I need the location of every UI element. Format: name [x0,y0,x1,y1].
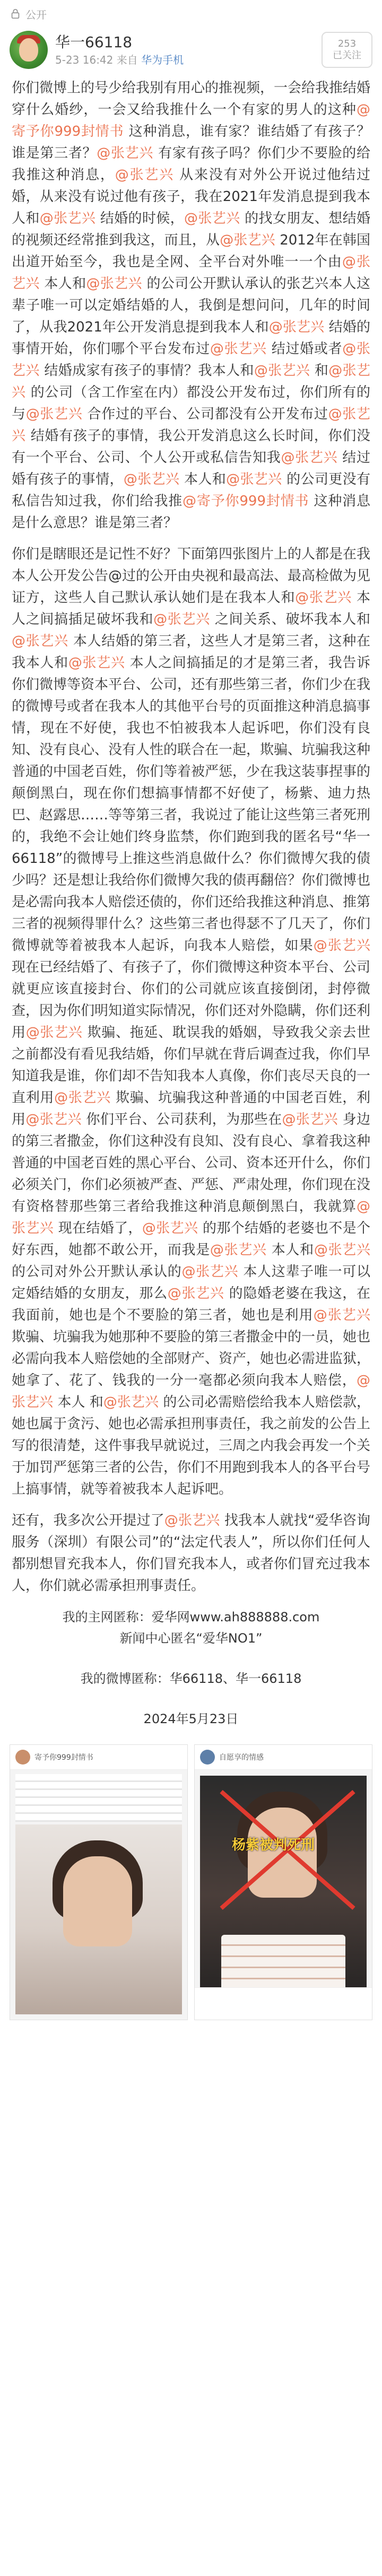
username[interactable]: 华一66118 [55,33,133,51]
mention-link[interactable]: @张艺兴 [314,1242,370,1258]
post-text: 这种消息，谁有家？谁结婚了有孩子？谁是第三者？ [12,124,370,161]
paragraph-3 [12,1510,370,1597]
follow-count: 253 [337,38,357,49]
post-text: 欺骗、拖延、耽误我的婚姻，导致我父亲去世之前都没有看见我结婚，你们早就在背后调查过我，你们早知道我是谁，你们却不告知我本人真像，你们丧尽天良的一直利用 [12,1025,371,1106]
post-text: 这种消息是什么意思？谁是第三者？ [12,493,370,531]
image-2-footer [195,1987,372,2020]
image-grid [0,1744,382,2020]
post-text: 本人之间搞插足的才是第三者，我告诉你们微博等资本平台、公司，还有那些第三者，你们少在我的微博号或者在我本人的其他平台号的页面推这种消息搞事情，现在不好使，我也不怕被我本人起诉吧，你们没有良知、没有良心、没有人性的联合在一起，欺骗、坑骗我这种普通的中国老百姓，你们等着被严惩，少在我这装事捏事的颠倒黑白，现在你们想搞事情都不好使了，杨紫、迪力热巴、赵露思……等等第三者，我说过了能让这些第三者死刑的，我绝不会让她们终身监禁，你们跑到我的匿名号“华一66118”的微博号上推这些消息做什么？你们微博欠我的债少吗？还是想让我给你们微博欠我的债再翻倍？你们微博也是必需向我本人赔偿还债的，你们还给我推这种消息、推第三者的视频得罪什么？这些第三者也得瑟不了几天了，你们微博就等着被我本人起诉，向我本人赔偿，如果 [12,655,371,954]
visibility-bar [0,0,382,28]
post-text: 和 [310,363,329,379]
mention-link[interactable]: @张艺兴 [12,633,68,649]
mention-link[interactable]: @张艺兴 [282,1112,338,1128]
post-text: 的公司（含工作室在内）都没公开发布过，你们所有的与 [12,385,370,422]
post-text: 本人和 [266,1242,314,1258]
post-text: 合作过的平台、公司都没有公开发布过 [82,406,328,422]
image-2-header [195,1745,372,1770]
attached-image-1[interactable] [10,1744,188,2020]
mention-link[interactable]: @张艺兴 [12,1373,370,1410]
post-date: 2024年5月23日 [143,1711,239,1726]
mention-link[interactable]: @张艺兴 [103,1394,159,1410]
mention-link[interactable]: @张艺兴 [12,341,370,379]
post-text: 之间关系、破坏我本人和 [210,612,370,627]
post-text: 的公司公开默认承认的张艺兴本人这辈子唯一可以定婚结婚的人，我倒是想问问，几年的时间了，从我2021年公开发消息提到我本人和 [12,276,370,335]
image-1-text [15,1774,182,1822]
post-text: 本人和 [179,471,227,487]
signature-block [0,1606,382,1730]
lock-icon [10,8,21,20]
mention-link[interactable]: @张艺兴 [25,406,83,422]
mention-link[interactable]: @张艺兴 [210,1242,267,1258]
mention-link[interactable]: @张艺兴 [164,1513,220,1529]
post-text: 的找女朋友、想结婚的视频还经常推到我这，而且，从 [12,211,370,248]
post-text: 身边的第三者撒金，你们这种没有良知、没有良心、拿着我这种普通的中国老百姓的黑心平台、公司、资本还开什么，你们必须关门，你们必须被严查、严惩、严肃处理，你们现在没有资格替那些第三者给我推这种消息颠倒黑白，我就算 [12,1112,371,1215]
visibility-label: 公开 [25,8,47,21]
post-text: 结过婚有孩子的事情， [12,450,370,487]
post-text: 结过婚或者 [266,341,343,357]
source-device[interactable]: 华为手机 [141,54,184,66]
post-text: 结婚的时候， [96,211,184,226]
mention-link[interactable]: @张艺兴 [12,1199,370,1236]
mention-link[interactable]: @张艺兴 [210,341,267,357]
post-timestamp: 5-23 16:42 [55,54,114,66]
post-text: 2012年在韩国出道开始至今，我也是全网、全平台对外唯一一个由 [12,232,370,270]
image-1-avatar [15,1750,30,1765]
mention-link[interactable]: @张艺兴 [254,363,310,379]
post-text: 本人这辈子唯一可以定婚结婚的女朋友，那么 [12,1264,370,1302]
post-text: 你们是瞎眼还是记性不好？下面第四张图片上的人都是在我本人公开发公告@过的公开由央视和最高法、最高检做为见证方，这些人自己默认承认她们是在我本人和 [12,546,371,606]
mention-link[interactable]: @张艺兴 [115,167,175,183]
mention-link[interactable]: @寄予你999封情书 [183,493,309,509]
mention-link[interactable]: @张艺兴 [313,1307,370,1323]
image-2-photo [200,1776,367,2014]
user-meta [55,32,322,67]
mention-link[interactable]: @张艺兴 [123,471,180,487]
post-text: 结婚成家有孩子的事情？我本人和 [39,363,254,379]
post-text: 的公司对外公开默认承认的 [12,1264,182,1280]
post-text: 的公司更没有私信告知过我，你们给我推 [12,471,370,509]
mention-link[interactable]: @张艺兴 [68,655,125,671]
post-text: 本人之间搞插足破坏我和 [12,590,370,627]
mention-link[interactable]: @张艺兴 [153,612,210,627]
post-text: 有家有孩子吗？你们少不要脸的给我推这种消息， [12,145,370,183]
mention-link[interactable]: @张艺兴 [184,211,240,226]
mention-link[interactable]: @张艺兴 [142,1220,198,1236]
mention-link[interactable]: @张艺兴 [295,590,352,606]
attached-image-2[interactable] [194,1744,372,2020]
mention-link[interactable]: @张艺兴 [12,406,370,444]
post-text: 本人结婚的第三者，这些人才是第三者，这种在我本人和 [12,633,370,671]
source-prefix: 来自 [116,54,138,66]
image-2-avatar [200,1750,215,1765]
mention-link[interactable]: @张艺兴 [226,471,282,487]
mention-link[interactable]: @张艺兴 [86,276,142,292]
post-text: 的公司必需赔偿给我本人赔偿款，她也属于贪污、她也必需承担刑事责任，我之前发的公告上写的很清楚，这件事我早就说过，三周之内我会再发一个关于加罚严惩第三者的公告，你们不用跑到我本人的各平台号上搞事情，就等着被我本人起诉吧。 [12,1394,371,1497]
post-text: 结婚有孩子的事情，我公开发消息这么长时间，你们没有一个平台、公司、个人公开或私信告知我 [12,428,370,466]
follow-label: 已关注 [333,50,361,61]
paragraph-2 [12,544,370,1500]
mention-link[interactable]: @寄予你999封情书 [12,102,370,139]
post-text: 欺骗、坑骗我为她那种不要脸的第三者撒金中的一员，她也必需向我本人赔偿她的全部财产、资产，她也必需进监狱，她拿了、花了、钱我的一分一毫都必须向我本人赔偿， [12,1329,371,1389]
post-text: 还有，我多次公开提过了 [12,1513,164,1529]
mention-link[interactable]: @张艺兴 [313,938,370,954]
post-text: 欺骗、坑骗我这种普通的中国老百姓，利用 [12,1090,370,1128]
follow-button[interactable] [322,32,372,68]
mention-link[interactable]: @张艺兴 [181,1264,239,1280]
mention-link[interactable]: @张艺兴 [268,319,325,335]
mention-link[interactable]: @张艺兴 [25,1025,83,1041]
image-1-username: 寄予你999封情书 [34,1753,93,1762]
mention-link[interactable]: @张艺兴 [25,1112,82,1128]
mention-link[interactable]: @张艺兴 [12,363,370,400]
site-line: 我的主网匿称：爱华网www.ah888888.com [62,1610,320,1625]
image-2-overlay-text: 杨紫被判死刑 [232,1837,315,1853]
post-text: 你们微博上的号少给我别有用心的推视频，一会给我推结婚穿什么婚纱，一会又给我推什么一个有家的男人的这种 [12,80,371,118]
post-text: 现在结婚了， [54,1220,142,1236]
mention-link[interactable]: @张艺兴 [97,145,154,161]
image-1-header [10,1745,187,1770]
post-header [0,28,382,74]
image-2-username: 自愿享的情感 [219,1753,264,1762]
post-text: 找我本人就找“爱华咨询服务（深圳）有限公司”的“法定代表人”，所以你们任何人都别想冒充我本人，你们冒充我本人，或者你们冒充过我本人，你们就必需承担刑事责任。 [12,1513,371,1594]
paragraph-1 [12,77,370,534]
mention-link[interactable]: @张艺兴 [220,232,275,248]
post-text: 你们平台、公司获利，为那些在 [81,1112,282,1128]
post-text: 的那个结婚的老婆也不是个好东西，她都不敢公开，而我是 [12,1220,370,1258]
post-text: 本人和 [39,276,86,292]
mention-link[interactable]: @张艺兴 [39,211,96,226]
mention-link[interactable]: @张艺兴 [167,1286,224,1302]
post-time [55,53,322,67]
post-text: 本人 和 [53,1394,103,1410]
mention-link[interactable]: @张艺兴 [54,1090,111,1106]
post-text: 从来没有对外公开说过他结过婚，从来没有说过他有孩子，我在2021年发消息提到我本人和 [12,167,370,226]
news-line: 新闻中心匿名“爱华NO1” [119,1631,263,1646]
post-text: 现在已经结婚了、有孩子了，你们微博这种资本平台、公司就更应该直接封台、你们的公司就应该直接倒闭，封停微查，因为你们明知道实际情况，你们还对外隐瞒，你们还利用 [12,959,371,1041]
post-text: 的隐婚老婆在我这，在我面前，她也是个不要脸的第三者，她也是利用 [12,1286,370,1323]
avatar[interactable] [10,31,48,69]
weibo-line: 我的微博匿称：华66118、华一66118 [80,1671,302,1686]
mention-link[interactable]: @张艺兴 [281,450,338,466]
post-content [0,74,382,1597]
post-text: 结婚的事情开始，你们哪个平台发布过 [12,319,370,357]
image-1-photo [15,1824,182,2014]
mention-link[interactable]: @张艺兴 [12,254,370,292]
